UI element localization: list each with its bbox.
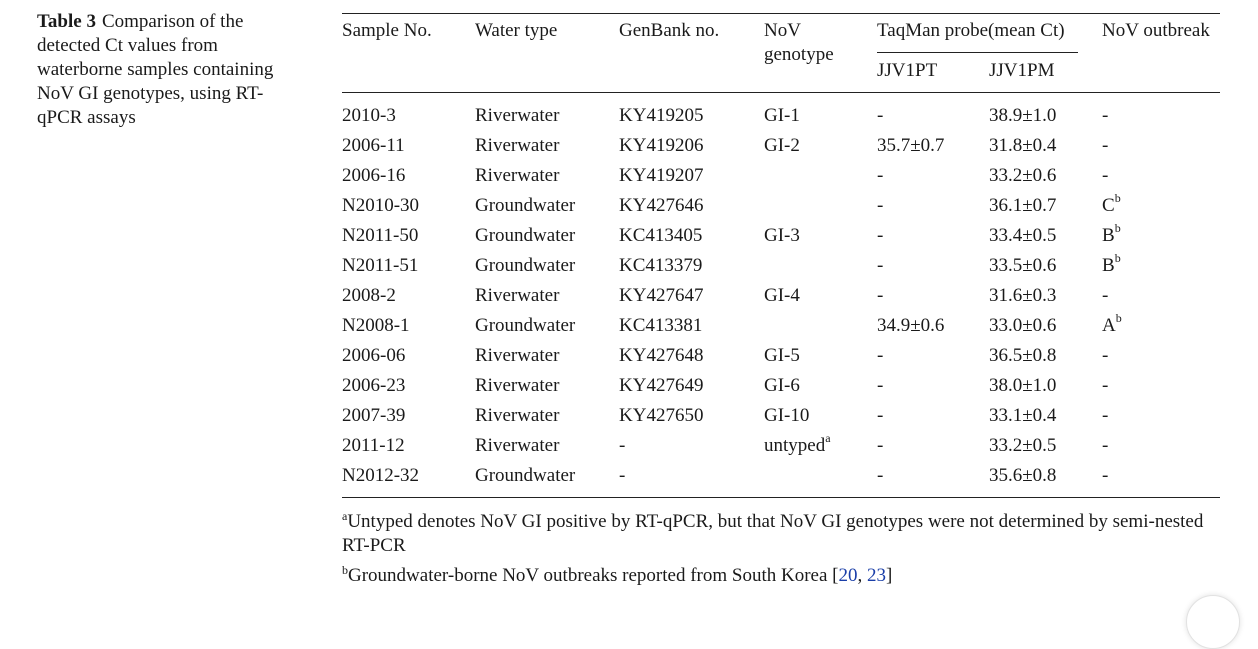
cell-genotype [764, 341, 800, 371]
cell-jjv1pt-text: - [877, 465, 884, 486]
cell-outbreak-text: - [1102, 435, 1109, 456]
cell-outbreak-footnote-mark: b [1114, 250, 1121, 265]
cell-jjv1pt-text: - [877, 195, 884, 216]
header-jjv1pt: JJV1PT [877, 60, 938, 81]
cell-jjv1pm [989, 161, 1056, 191]
footnote-b-text: Groundwater-borne NoV outbreaks reported from South Korea [ [348, 565, 839, 586]
cell-jjv1pm-text: 36.5±0.8 [989, 345, 1057, 366]
cell-sample [342, 311, 410, 341]
cell-genotype [764, 131, 800, 161]
cell-sample [342, 461, 419, 491]
table-row [342, 131, 1220, 161]
cell-genbank [619, 161, 703, 191]
table-row [342, 431, 1220, 461]
cell-water-type [475, 461, 575, 491]
cell-water-type-text: Groundwater [475, 225, 576, 246]
reference-separator: , [857, 565, 867, 586]
cell-sample [342, 431, 405, 461]
cell-outbreak [1102, 461, 1108, 491]
cell-jjv1pm [989, 131, 1056, 161]
cell-water-type [475, 161, 559, 191]
cell-outbreak-text: - [1102, 405, 1109, 426]
footnote-a [342, 510, 1220, 558]
cell-jjv1pm-text: 33.1±0.4 [989, 405, 1057, 426]
table-header [342, 14, 1220, 92]
cell-jjv1pt [877, 341, 883, 371]
cell-jjv1pt [877, 161, 883, 191]
cell-sample-text: 2006-06 [342, 345, 406, 366]
cell-sample [342, 251, 418, 281]
cell-sample [342, 191, 419, 221]
cell-water-type-text: Riverwater [475, 285, 560, 306]
cell-jjv1pm-text: 33.2±0.6 [989, 165, 1057, 186]
cell-water-type-text: Riverwater [475, 375, 560, 396]
cell-outbreak-text: - [1102, 375, 1109, 396]
cell-genbank-text: KC413379 [619, 255, 703, 276]
cell-genbank [619, 311, 702, 341]
cell-jjv1pm [989, 461, 1056, 491]
cell-jjv1pt-text: - [877, 375, 884, 396]
cell-sample-text: 2006-23 [342, 375, 406, 396]
cell-sample [342, 281, 396, 311]
cell-water-type-text: Riverwater [475, 345, 560, 366]
table-row [342, 461, 1220, 491]
cell-jjv1pm-text: 31.8±0.4 [989, 135, 1057, 156]
cell-genbank-text: KY427650 [619, 405, 704, 426]
cell-sample [342, 341, 405, 371]
cell-outbreak [1102, 341, 1108, 371]
table-row [342, 401, 1220, 431]
cell-jjv1pm [989, 371, 1056, 401]
cell-genbank-text: KY419206 [619, 135, 704, 156]
cell-genbank [619, 431, 625, 461]
footnote-a-mark: a [342, 508, 348, 523]
caption-text: Comparison of the detected Ct values from waterborne samples containing NoV GI genotypes, using RT-qPCR assays [37, 11, 274, 128]
cell-sample-text: N2011-51 [342, 255, 419, 276]
cell-sample [342, 131, 405, 161]
cell-water-type-text: Groundwater [475, 465, 576, 486]
footnote-b [342, 564, 1220, 588]
cell-jjv1pm [989, 101, 1056, 131]
cell-sample-text: 2006-16 [342, 165, 406, 186]
cell-genbank [619, 101, 703, 131]
cell-outbreak [1102, 251, 1121, 281]
cell-genbank [619, 461, 625, 491]
cell-genotype [764, 101, 800, 131]
cell-jjv1pt-text: 35.7±0.7 [877, 135, 945, 156]
cell-outbreak [1102, 191, 1121, 221]
cell-jjv1pt-text: - [877, 165, 884, 186]
header-genbank: GenBank no. [619, 20, 720, 41]
cell-genotype-text: untyped [764, 435, 826, 456]
cell-jjv1pm [989, 401, 1056, 431]
cell-genotype [764, 221, 800, 251]
cell-water-type [475, 341, 559, 371]
cell-sample-text: 2011-12 [342, 435, 405, 456]
header-genotype-line1: NoV [764, 20, 801, 41]
cell-sample [342, 221, 418, 251]
cell-jjv1pt [877, 251, 883, 281]
footnote-b-mark: b [342, 562, 348, 577]
cell-jjv1pm-text: 33.4±0.5 [989, 225, 1057, 246]
cell-sample [342, 101, 396, 131]
cell-genbank-text: KY427646 [619, 195, 704, 216]
cell-genbank [619, 251, 702, 281]
cell-outbreak [1102, 311, 1122, 341]
cell-outbreak [1102, 161, 1108, 191]
cell-sample [342, 371, 405, 401]
cell-outbreak-text: - [1102, 285, 1109, 306]
cell-water-type-text: Riverwater [475, 105, 560, 126]
cell-jjv1pm [989, 191, 1056, 221]
cell-water-type [475, 101, 559, 131]
cell-genotype [764, 431, 831, 461]
cell-water-type-text: Riverwater [475, 435, 560, 456]
table-row [342, 341, 1220, 371]
taqman-subrule [877, 52, 1078, 53]
cell-outbreak [1102, 281, 1108, 311]
cell-outbreak-text: - [1102, 465, 1109, 486]
cell-water-type [475, 431, 559, 461]
cell-outbreak [1102, 401, 1108, 431]
cell-outbreak [1102, 101, 1108, 131]
cell-jjv1pt-text: - [877, 435, 884, 456]
reference-link-23[interactable]: 23 [866, 565, 886, 586]
table-row [342, 191, 1220, 221]
cell-jjv1pt [877, 131, 944, 161]
cell-water-type-text: Groundwater [475, 255, 576, 276]
cell-genbank-text: KY419205 [619, 105, 704, 126]
table-row [342, 221, 1220, 251]
cell-jjv1pm-text: 36.1±0.7 [989, 195, 1057, 216]
cell-genbank [619, 281, 703, 311]
cell-sample-text: 2006-11 [342, 135, 405, 156]
cell-genbank [619, 371, 703, 401]
cell-sample [342, 401, 405, 431]
cell-water-type-text: Groundwater [475, 315, 576, 336]
table-body [342, 93, 1220, 491]
table-row [342, 101, 1220, 131]
table-caption [37, 10, 307, 130]
cell-genbank-text: - [619, 465, 626, 486]
cell-jjv1pt [877, 221, 883, 251]
cell-water-type-text: Riverwater [475, 135, 560, 156]
cell-jjv1pm-text: 33.2±0.5 [989, 435, 1057, 456]
footnotes [342, 510, 1220, 588]
cell-jjv1pm-text: 38.9±1.0 [989, 105, 1057, 126]
cell-water-type-text: Groundwater [475, 195, 576, 216]
cell-jjv1pt [877, 431, 883, 461]
cell-jjv1pt-text: - [877, 285, 884, 306]
cell-genbank-text: KC413405 [619, 225, 703, 246]
cell-outbreak [1102, 431, 1108, 461]
cell-genbank [619, 131, 703, 161]
cell-genotype-text: GI-3 [764, 225, 800, 246]
cell-genotype [764, 371, 800, 401]
cell-jjv1pm [989, 281, 1056, 311]
cell-genbank-text: KY427648 [619, 345, 704, 366]
cell-outbreak-text: B [1102, 225, 1115, 246]
cell-outbreak-footnote-mark: b [1115, 310, 1122, 325]
cell-water-type [475, 401, 559, 431]
table-row [342, 371, 1220, 401]
cell-sample-text: 2010-3 [342, 105, 396, 126]
cell-outbreak [1102, 221, 1121, 251]
cell-genbank [619, 221, 702, 251]
table-row [342, 251, 1220, 281]
cell-genotype-text: GI-10 [764, 405, 810, 426]
cell-jjv1pm [989, 341, 1056, 371]
cell-jjv1pt-text: - [877, 345, 884, 366]
header-water-type: Water type [475, 20, 558, 41]
data-table [342, 13, 1220, 594]
cell-outbreak [1102, 131, 1108, 161]
cell-jjv1pt [877, 311, 944, 341]
cell-genbank-text: KY419207 [619, 165, 704, 186]
table-label: Table 3 [37, 11, 96, 32]
cell-genotype-text: GI-2 [764, 135, 800, 156]
cell-sample-text: N2011-50 [342, 225, 419, 246]
cell-water-type [475, 251, 575, 281]
cell-jjv1pm-text: 33.0±0.6 [989, 315, 1057, 336]
cell-jjv1pt-text: - [877, 225, 884, 246]
cell-genotype [764, 401, 809, 431]
cell-outbreak-text: - [1102, 135, 1109, 156]
cell-genotype [764, 281, 800, 311]
cell-genbank-text: KY427649 [619, 375, 704, 396]
cell-jjv1pt [877, 281, 883, 311]
cell-sample-text: N2010-30 [342, 195, 420, 216]
bottom-rule [342, 497, 1220, 498]
cell-genbank-text: KC413381 [619, 315, 703, 336]
cell-jjv1pm [989, 251, 1056, 281]
cell-genbank [619, 341, 703, 371]
cell-water-type-text: Riverwater [475, 405, 560, 426]
cell-water-type [475, 131, 559, 161]
cell-outbreak-text: - [1102, 345, 1109, 366]
cell-sample-text: N2008-1 [342, 315, 410, 336]
cell-genotype-text: GI-1 [764, 105, 800, 126]
cell-sample-text: 2008-2 [342, 285, 396, 306]
header-jjv1pm: JJV1PM [989, 60, 1055, 81]
cell-jjv1pt [877, 101, 883, 131]
cell-jjv1pm-text: 33.5±0.6 [989, 255, 1057, 276]
cell-water-type [475, 311, 575, 341]
footnote-a-text: Untyped denotes NoV GI positive by RT-qPCR, but that NoV GI genotypes were not determined by semi-nested RT-PCR [342, 511, 1204, 556]
cell-water-type [475, 221, 575, 251]
cell-sample-text: 2007-39 [342, 405, 406, 426]
cell-outbreak-text: - [1102, 105, 1109, 126]
cell-jjv1pt-text: 34.9±0.6 [877, 315, 945, 336]
cell-outbreak-text: - [1102, 165, 1109, 186]
cell-genbank [619, 191, 703, 221]
scroll-to-top-button[interactable] [1186, 595, 1240, 649]
header-genotype-line2: genotype [764, 44, 834, 65]
cell-outbreak-text: C [1102, 195, 1115, 216]
cell-jjv1pt-text: - [877, 105, 884, 126]
cell-water-type-text: Riverwater [475, 165, 560, 186]
cell-genbank-text: KY427647 [619, 285, 704, 306]
cell-sample [342, 161, 405, 191]
cell-water-type [475, 191, 575, 221]
cell-jjv1pt-text: - [877, 405, 884, 426]
cell-jjv1pt [877, 371, 883, 401]
cell-jjv1pt [877, 401, 883, 431]
footnote-b-close: ] [885, 565, 893, 586]
cell-jjv1pm [989, 311, 1056, 341]
cell-outbreak-footnote-mark: b [1114, 220, 1121, 235]
table-row [342, 281, 1220, 311]
cell-outbreak [1102, 371, 1108, 401]
header-sample: Sample No. [342, 20, 432, 41]
reference-link-20[interactable]: 20 [838, 565, 858, 586]
cell-genbank [619, 401, 703, 431]
cell-jjv1pt [877, 191, 883, 221]
cell-genotype-text: GI-4 [764, 285, 800, 306]
table-row [342, 311, 1220, 341]
cell-outbreak-text: B [1102, 255, 1115, 276]
table-row [342, 161, 1220, 191]
cell-jjv1pm-text: 35.6±0.8 [989, 465, 1057, 486]
cell-jjv1pm [989, 221, 1056, 251]
header-outbreak: NoV outbreak [1102, 20, 1210, 41]
cell-outbreak-text: A [1102, 315, 1116, 336]
cell-jjv1pm-text: 31.6±0.3 [989, 285, 1057, 306]
cell-genbank-text: - [619, 435, 626, 456]
cell-jjv1pm-text: 38.0±1.0 [989, 375, 1057, 396]
cell-genotype-text: GI-6 [764, 375, 800, 396]
cell-sample-text: N2012-32 [342, 465, 420, 486]
cell-jjv1pt-text: - [877, 255, 884, 276]
cell-genotype-text: GI-5 [764, 345, 800, 366]
cell-outbreak-footnote-mark: b [1114, 190, 1121, 205]
cell-genotype-footnote-mark: a [825, 430, 831, 445]
cell-water-type [475, 371, 559, 401]
cell-jjv1pt [877, 461, 883, 491]
header-taqman: TaqMan probe(mean Ct) [877, 20, 1065, 41]
cell-water-type [475, 281, 559, 311]
cell-jjv1pm [989, 431, 1056, 461]
